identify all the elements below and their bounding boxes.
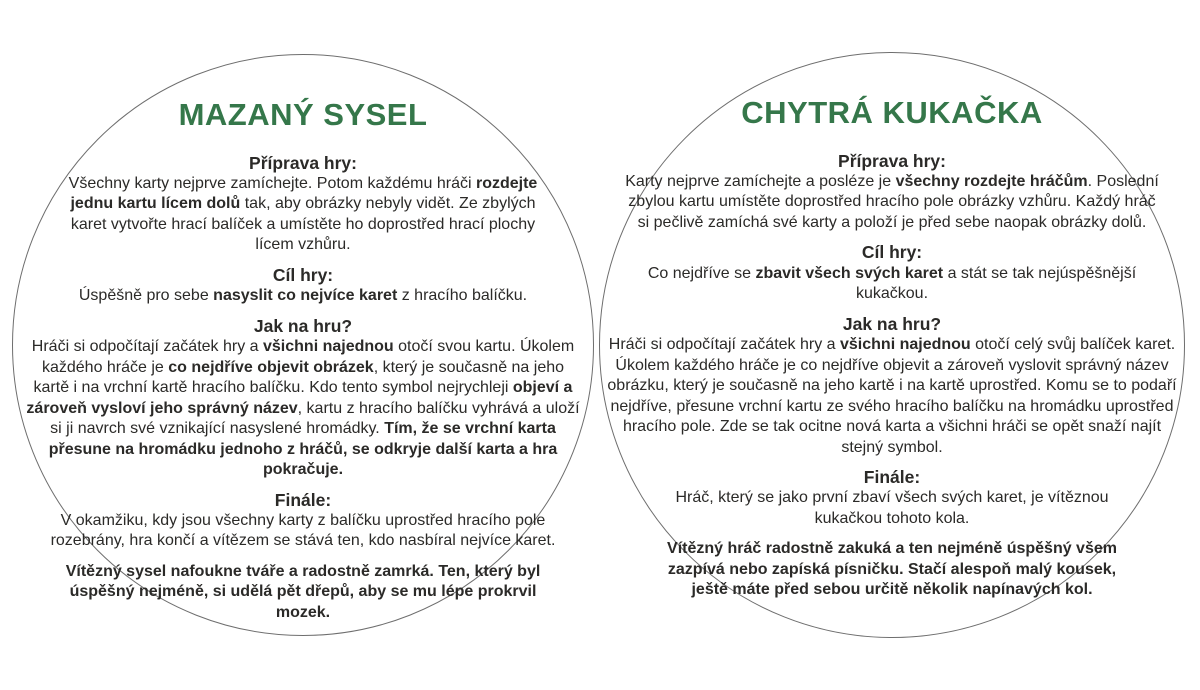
section-cil-hry xyxy=(79,265,527,307)
section-text: Úspěšně pro sebe nasyslit co nejvíce karet z hracího balíčku. xyxy=(78,287,528,305)
section-text: Hráči si odpočítají začátek hry a všichni najednou otočí celý svůj balíček karet. Úkolem každého hráče je co nejdříve objevit a zároveň vyslovit správný název obrázku, který je současně na jeho kartě i na kartě uprostřed. Komu se to podaří nejdříve, přesune vrchní kartu ze svého hracího balíčku na hromádku uprostřed hracího pole. Zde se tak ocitne nová karta a všichni hráči se opět snaží najít stejný symbol. xyxy=(607,336,1177,456)
card-footer-note: Vítězný sysel nafoukne tváře a radostně zamrká. Ten, který byl úspěšný nejméně, si udělá pět dřepů, aby se mu lépe prokrvil mozek. xyxy=(65,562,541,621)
section-heading: Příprava hry: xyxy=(249,152,357,173)
section-priprava-hry xyxy=(53,153,553,256)
section-finale xyxy=(37,490,569,552)
section-heading: Cíl hry: xyxy=(861,242,923,263)
section-heading: Jak na hru? xyxy=(253,315,353,336)
section-text: Všechny karty nejprve zamíchejte. Potom každému hráči rozdejte jednu kartu lícem dolů tak, aby obrázky nebyly vidět. Ze zbylých karet vytvořte hrací balíček a umístěte ho doprostřed hrací plochy lícem vzhůru. xyxy=(68,174,538,254)
section-heading: Finále: xyxy=(274,489,332,510)
card-content xyxy=(13,55,593,635)
section-jak-na-hru xyxy=(24,316,582,481)
card-title: CHYTRÁ KUKAČKA xyxy=(741,95,1043,130)
card-mazany-sysel xyxy=(12,54,594,636)
card-footer-note: Vítězný hráč radostně zakuká a ten nejméně úspěšný všem zazpívá nebo zapíská písničku. Stačí alespoň malý kousek, ještě máte před sebou určitě několik napínavých kol. xyxy=(667,540,1117,599)
section-priprava-hry xyxy=(623,151,1161,234)
card-content xyxy=(600,53,1184,637)
card-chytra-kukacka xyxy=(599,52,1185,638)
section-cil-hry xyxy=(627,242,1157,304)
section-text: V okamžiku, kdy jsou všechny karty z balíčku uprostřed hracího pole rozebrány, hra končí a vítězem se stává ten, kdo nasbíral nejvíce karet. xyxy=(50,511,556,550)
section-heading: Cíl hry: xyxy=(272,264,334,285)
section-finale xyxy=(650,467,1134,529)
card-title: MAZANÝ SYSEL xyxy=(178,97,428,132)
section-heading: Jak na hru? xyxy=(842,313,942,334)
section-heading: Příprava hry: xyxy=(838,150,946,171)
section-jak-na-hru xyxy=(606,314,1178,458)
section-text: Karty nejprve zamíchejte a posléze je všechny rozdejte hráčům. Poslední zbylou kartu umístěte doprostřed hracího pole obrázky vzhůru. Každý hráč si pečlivě zamíchá své karty a položí je před sebe naopak obrázky dolů. xyxy=(625,172,1159,231)
section-text: Hráči si odpočítají začátek hry a všichni najednou otočí svou kartu. Úkolem každého hráče je co nejdříve objevit obrázek, který je současně na jeho kartě i na vrchní kartě hracího balíčku. Kdo tento symbol nejrychleji objeví a zároveň vysloví jeho správný název, kartu z hracího balíčku vyhrává a uloží si ji navrch své vznikající nasyslené hromádky. Tím, že se vrchní karta přesune na hromádku jednoho z hráčů, se odkryje další karta a hra pokračuje. xyxy=(26,338,580,479)
section-heading: Finále: xyxy=(863,467,921,488)
section-text: Hráč, který se jako první zbaví všech svých karet, je vítěznou kukačkou tohoto kola. xyxy=(675,489,1109,527)
section-text: Co nejdříve se zbavit všech svých karet a stát se tak nejúspěšnější kukačkou. xyxy=(647,264,1137,303)
